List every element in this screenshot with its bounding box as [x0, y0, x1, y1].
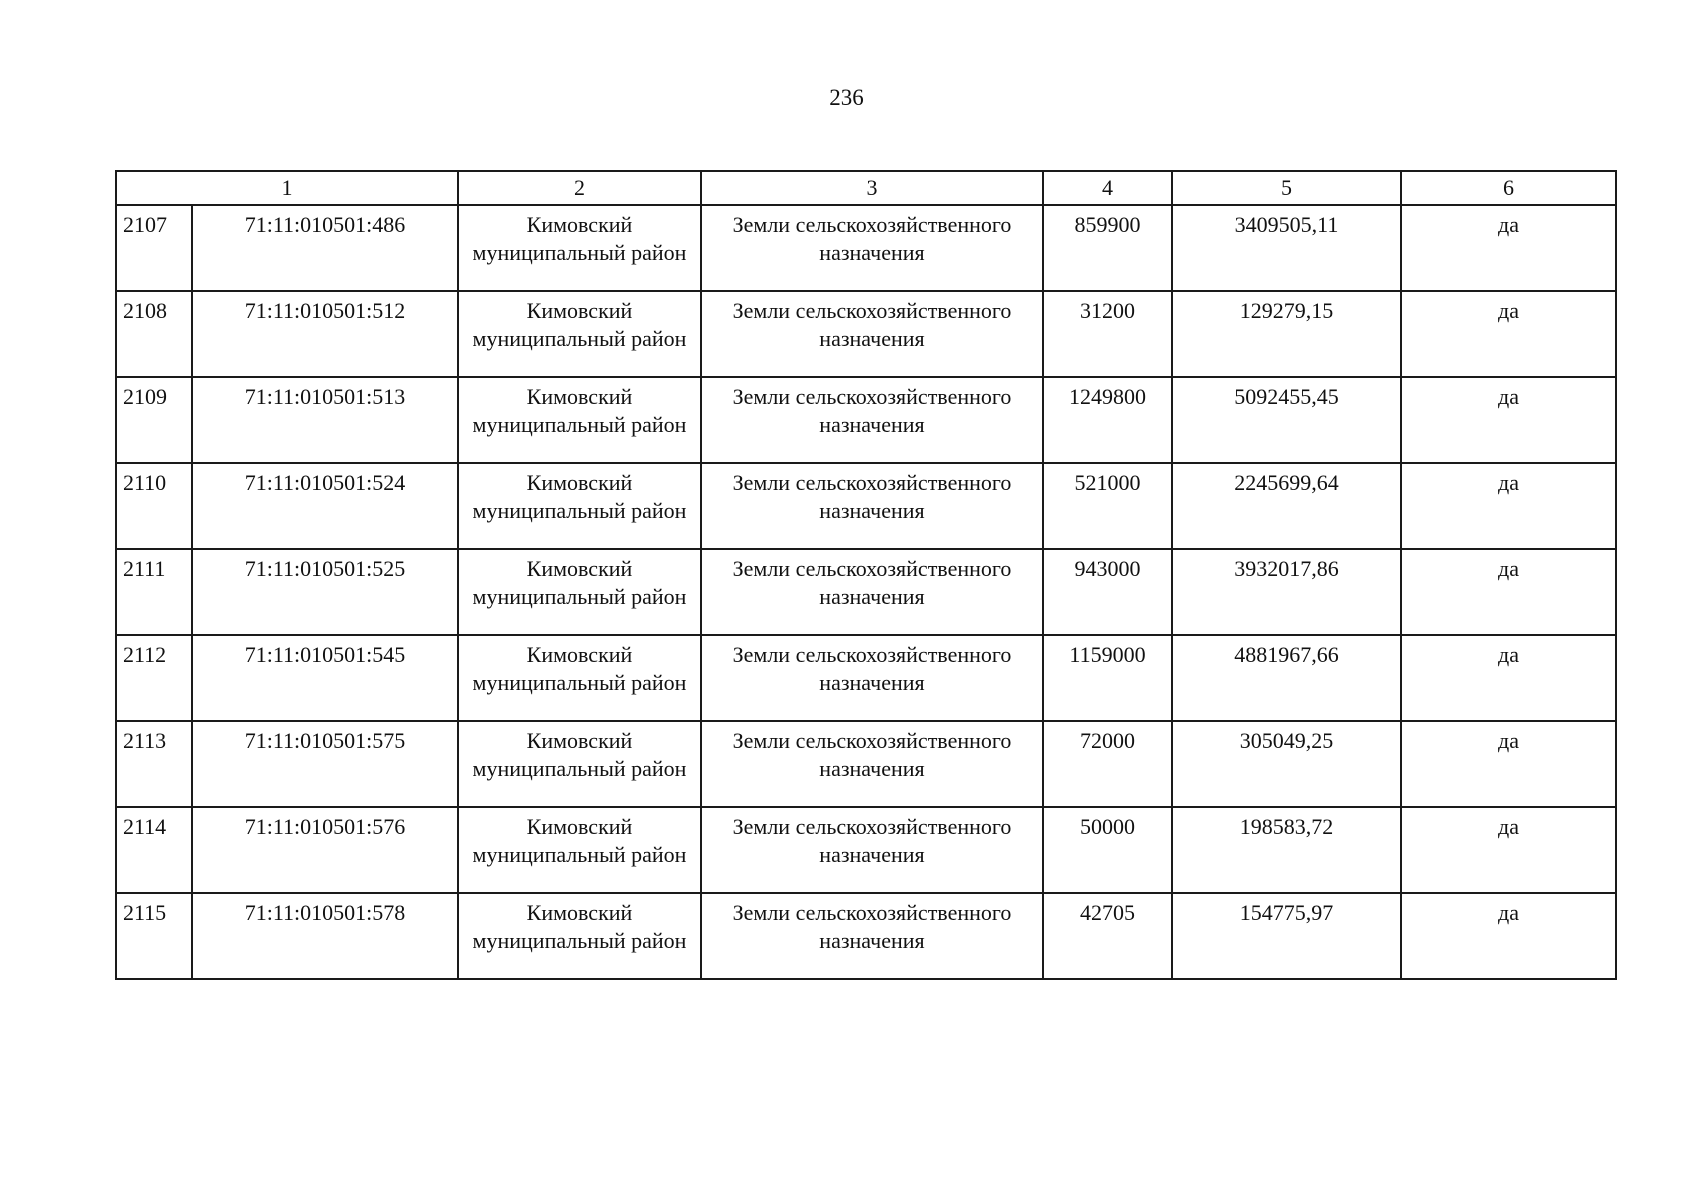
table-row	[116, 205, 1616, 291]
flag-cell: да	[1401, 807, 1616, 893]
municipality-cell: Кимовский муниципальный район	[458, 635, 701, 721]
row-number-cell: 2111	[116, 549, 192, 635]
municipality-cell: Кимовский муниципальный район	[458, 721, 701, 807]
municipality-cell: Кимовский муниципальный район	[458, 549, 701, 635]
municipality-cell: Кимовский муниципальный район	[458, 463, 701, 549]
municipality-cell: Кимовский муниципальный район	[458, 377, 701, 463]
cadastral-cost-cell: 305049,25	[1172, 721, 1401, 807]
header-row	[116, 171, 1616, 205]
row-number-cell: 2113	[116, 721, 192, 807]
municipality-cell: Кимовский муниципальный район	[458, 807, 701, 893]
area-cell: 31200	[1043, 291, 1172, 377]
cadastral-cost-cell: 4881967,66	[1172, 635, 1401, 721]
cadastral-number-cell: 71:11:010501:545	[192, 635, 458, 721]
flag-cell: да	[1401, 205, 1616, 291]
row-number-cell: 2107	[116, 205, 192, 291]
cadastral-number-cell: 71:11:010501:578	[192, 893, 458, 979]
cadastral-cost-cell: 2245699,64	[1172, 463, 1401, 549]
land-category-cell: Земли сельскохозяйственного назначения	[701, 635, 1043, 721]
flag-cell: да	[1401, 377, 1616, 463]
column-header-4: 4	[1043, 171, 1172, 205]
table-header	[116, 171, 1616, 205]
flag-cell: да	[1401, 463, 1616, 549]
table-body	[116, 205, 1616, 979]
row-number-cell: 2115	[116, 893, 192, 979]
column-header-6: 6	[1401, 171, 1616, 205]
flag-cell: да	[1401, 291, 1616, 377]
column-header-3: 3	[701, 171, 1043, 205]
table-row	[116, 721, 1616, 807]
cadastral-cost-cell: 5092455,45	[1172, 377, 1401, 463]
row-number-cell: 2108	[116, 291, 192, 377]
cadastral-cost-cell: 129279,15	[1172, 291, 1401, 377]
area-cell: 859900	[1043, 205, 1172, 291]
area-cell: 42705	[1043, 893, 1172, 979]
area-cell: 1159000	[1043, 635, 1172, 721]
column-header-2: 2	[458, 171, 701, 205]
municipality-cell: Кимовский муниципальный район	[458, 893, 701, 979]
table-row	[116, 807, 1616, 893]
cadastral-cost-cell: 3932017,86	[1172, 549, 1401, 635]
table-row	[116, 463, 1616, 549]
column-header-5: 5	[1172, 171, 1401, 205]
row-number-cell: 2114	[116, 807, 192, 893]
municipality-cell: Кимовский муниципальный район	[458, 205, 701, 291]
land-category-cell: Земли сельскохозяйственного назначения	[701, 463, 1043, 549]
land-category-cell: Земли сельскохозяйственного назначения	[701, 291, 1043, 377]
table-row	[116, 549, 1616, 635]
area-cell: 50000	[1043, 807, 1172, 893]
table-row	[116, 635, 1616, 721]
cadastral-number-cell: 71:11:010501:486	[192, 205, 458, 291]
table-row	[116, 291, 1616, 377]
area-cell: 521000	[1043, 463, 1172, 549]
cadastral-number-cell: 71:11:010501:525	[192, 549, 458, 635]
cadastral-number-cell: 71:11:010501:575	[192, 721, 458, 807]
flag-cell: да	[1401, 893, 1616, 979]
cadastral-number-cell: 71:11:010501:576	[192, 807, 458, 893]
flag-cell: да	[1401, 635, 1616, 721]
page-number: 236	[829, 85, 864, 110]
row-number-cell: 2110	[116, 463, 192, 549]
cadastral-cost-cell: 198583,72	[1172, 807, 1401, 893]
row-number-cell: 2109	[116, 377, 192, 463]
land-category-cell: Земли сельскохозяйственного назначения	[701, 549, 1043, 635]
land-category-cell: Земли сельскохозяйственного назначения	[701, 893, 1043, 979]
municipality-cell: Кимовский муниципальный район	[458, 291, 701, 377]
area-cell: 943000	[1043, 549, 1172, 635]
land-registry-table	[115, 170, 1617, 980]
column-header-1: 1	[116, 171, 458, 205]
table-row	[116, 893, 1616, 979]
area-cell: 72000	[1043, 721, 1172, 807]
flag-cell: да	[1401, 721, 1616, 807]
flag-cell: да	[1401, 549, 1616, 635]
area-cell: 1249800	[1043, 377, 1172, 463]
land-category-cell: Земли сельскохозяйственного назначения	[701, 721, 1043, 807]
cadastral-number-cell: 71:11:010501:513	[192, 377, 458, 463]
cadastral-cost-cell: 3409505,11	[1172, 205, 1401, 291]
land-category-cell: Земли сельскохозяйственного назначения	[701, 377, 1043, 463]
land-category-cell: Земли сельскохозяйственного назначения	[701, 807, 1043, 893]
row-number-cell: 2112	[116, 635, 192, 721]
cadastral-number-cell: 71:11:010501:524	[192, 463, 458, 549]
cadastral-number-cell: 71:11:010501:512	[192, 291, 458, 377]
table-row	[116, 377, 1616, 463]
land-category-cell: Земли сельскохозяйственного назначения	[701, 205, 1043, 291]
cadastral-cost-cell: 154775,97	[1172, 893, 1401, 979]
